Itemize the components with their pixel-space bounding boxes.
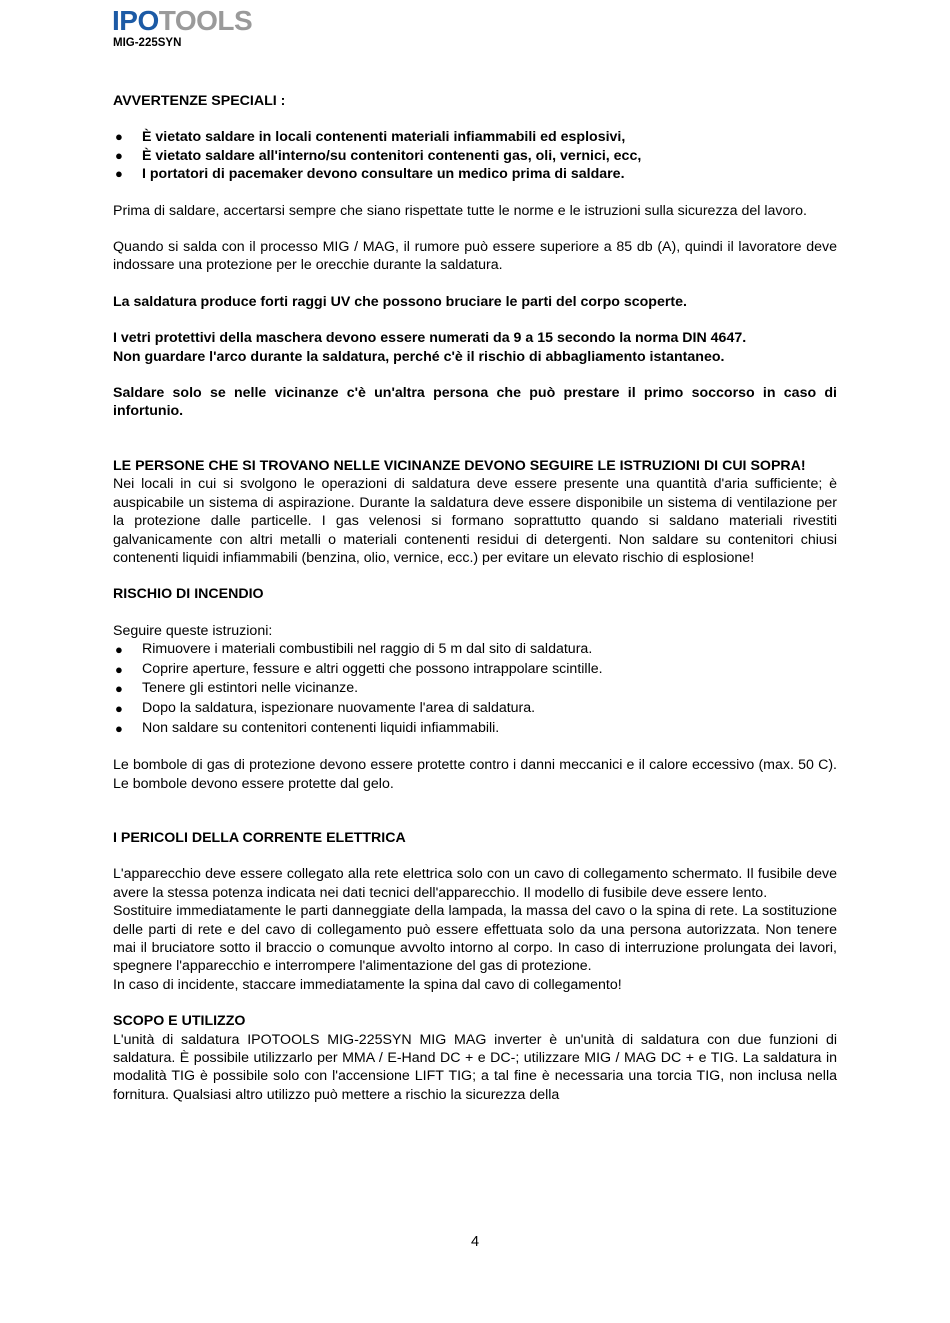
bullet-icon: ● — [115, 681, 123, 697]
electric-title: I PERICOLI DELLA CORRENTE ELETTRICA — [113, 829, 406, 846]
paragraph: L'apparecchio deve essere collegato alla rete elettrica solo con un cavo di collegamento schermato. Il fusibile deve avere la stessa potenza indicata nei dati tecnici dell'apparecchio. Il modello di fusibile deve essere lento. — [113, 866, 837, 901]
paragraph: Saldare solo se nelle vicinanze c'è un'altra persona che può prestare il primo soccorso in caso di infortunio. — [113, 385, 837, 420]
paragraph: Prima di saldare, accertarsi sempre che siano rispettate tutte le norme e le istruzioni sulla sicurezza del lavoro. — [113, 202, 807, 219]
paragraph: Sostituire immediatamente le parti danneggiate della lampada, la massa del cavo o la spina di rete. La sostituzione delle parti di rete e del cavo di collegamento può essere effettuata solo da una persona autorizzata. Non tenere mai il bruciatore sotto il braccio o comunque avvolto intorno al corpo. In caso di interruzione prolungata dei lavori, spegnere l'apparecchio e interrompere l'alimentazione del gas di protezione. — [113, 903, 837, 975]
paragraph: Seguire queste istruzioni: — [113, 622, 273, 639]
list-item: ● Coprire aperture, fessure e altri oggetti che possono intrappolare scintille. — [113, 660, 837, 680]
list-item: ● Rimuovere i materiali combustibili nel raggio di 5 m dal sito di saldatura. — [113, 640, 837, 660]
logo-ipo: IPO — [112, 5, 159, 36]
scope-title: SCOPO E UTILIZZO — [113, 1013, 246, 1030]
model-header: MIG-225SYN — [113, 37, 182, 49]
paragraph: La saldatura produce forti raggi UV che possono bruciare le parti del corpo scoperte. — [113, 293, 687, 310]
document-body — [113, 92, 837, 1104]
page-number: 4 — [470, 1234, 480, 1250]
bullet-icon: ● — [115, 166, 123, 182]
bullet-icon: ● — [115, 700, 123, 716]
paragraph: Nei locali in cui si svolgono le operazioni di saldatura deve essere presente una quantità d'aria sufficiente; è auspicabile un sistema di aspirazione. Durante la saldatura deve essere disponibile un sistema di ventilazione per la protezione dalle particelle. I gas velenosi si formano soprattutto quando si saldano materiali rivestiti galvanicamente con altri metalli o materiali contenenti residui di detergenti. Non saldare su contenitori chiusi contenenti liquidi infiammabili (benzina, olio, vernice, ecc.) per evitare un elevato rischio di esplosione! — [113, 476, 837, 566]
special-warnings-list — [113, 128, 837, 183]
paragraph: Non guardare l'arco durante la saldatura, perché c'è il rischio di abbagliamento istantaneo. — [113, 348, 725, 365]
special-warnings-title: AVVERTENZE SPECIALI : — [113, 93, 286, 109]
bystanders-title: LE PERSONE CHE SI TROVANO NELLE VICINANZE DEVONO SEGUIRE LE ISTRUZIONI DI CUI SOPRA! — [113, 457, 806, 474]
logo-tools: TOOLS — [158, 5, 253, 36]
list-item: ● I portatori di pacemaker devono consultare un medico prima di saldare. — [115, 166, 625, 183]
fire-risk-title: RISCHIO DI INCENDIO — [113, 586, 264, 603]
paragraph: I vetri protettivi della maschera devono essere numerati da 9 a 15 secondo la norma DIN 4647. — [113, 330, 747, 347]
bullet-icon: ● — [115, 661, 123, 677]
brand-logo — [112, 6, 252, 36]
bullet-icon: ● — [115, 642, 123, 658]
fire-risk-list — [113, 640, 837, 738]
paragraph: Le bombole di gas di protezione devono essere protette contro i danni meccanici e il calore eccessivo (max. 50 C). Le bombole devono essere protette dal gelo. — [113, 757, 837, 792]
bullet-icon: ● — [115, 129, 123, 145]
list-item: ● È vietato saldare in locali contenenti materiali infiammabili ed esplosivi, — [115, 129, 626, 146]
list-item: ● Dopo la saldatura, ispezionare nuovamente l'area di saldatura. — [113, 699, 837, 719]
list-item: ● Non saldare su contenitori contenenti liquidi infiammabili. — [113, 719, 837, 739]
paragraph: In caso di incidente, staccare immediatamente la spina dal cavo di collegamento! — [113, 976, 622, 993]
list-item: ● È vietato saldare all'interno/su contenitori contenenti gas, oli, vernici, ecc, — [115, 147, 642, 164]
bullet-icon: ● — [115, 147, 123, 163]
bullet-icon: ● — [115, 720, 123, 736]
paragraph: Quando si salda con il processo MIG / MAG, il rumore può essere superiore a 85 db (A), quindi il lavoratore deve indossare una protezione per le orecchie durante la saldatura. — [113, 239, 837, 274]
paragraph: L'unità di saldatura IPOTOOLS MIG-225SYN MIG MAG inverter è un'unità di saldatura con due funzioni di saldatura. È possibile utilizzarlo per MMA / E-Hand DC + e DC-; utilizzare MIG / MAG DC + e TIG. La saldatura in modalità TIG è possibile solo con l'accensione LIFT TIG; a tal fine è necessaria una torcia TIG, non inclusa nella fornitura. Qualsiasi altro utilizzo può mettere a rischio la sicurezza della — [113, 1031, 837, 1103]
list-item: ● Tenere gli estintori nelle vicinanze. — [113, 679, 837, 699]
